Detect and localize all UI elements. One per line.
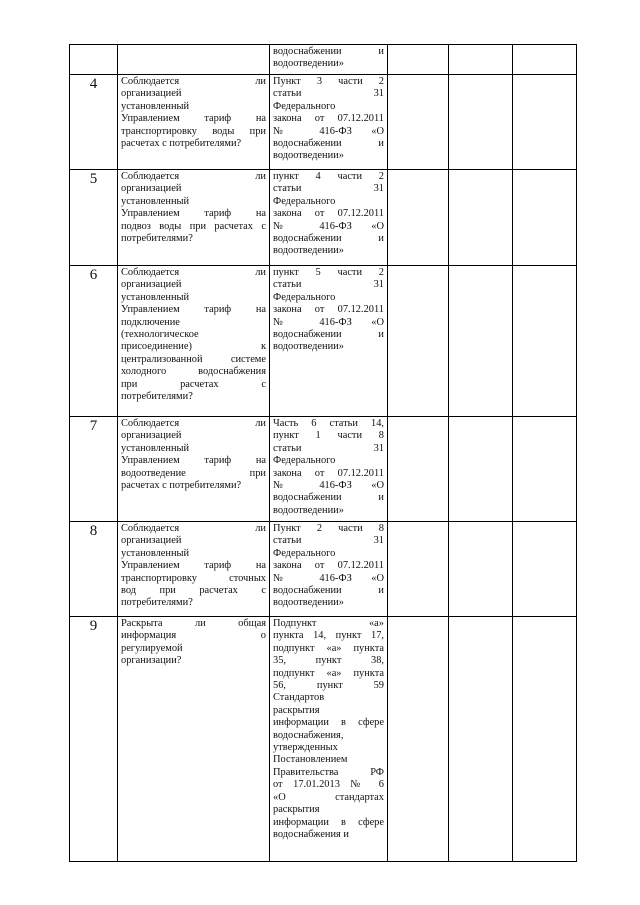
legal-reference-line: № 416-ФЗ «О — [273, 572, 384, 584]
question-text-line: Раскрыта ли общая — [121, 618, 266, 629]
question-text-line: водоотведение при — [121, 467, 266, 479]
question-text-line: расчетах с потребителями? — [121, 480, 242, 492]
answer-na-cell[interactable] — [513, 417, 577, 522]
question-text-line: организацией — [121, 88, 182, 100]
inspection-checklist-table — [69, 44, 577, 862]
question-text-line: Управлением тариф на — [121, 113, 266, 125]
legal-reference-line: закона от 07.12.2011 — [273, 467, 384, 479]
answer-yes-cell[interactable] — [388, 266, 449, 417]
row-number: 4 — [70, 75, 118, 170]
answer-na-cell[interactable] — [513, 170, 577, 266]
question-text-line: Управлением тариф на — [121, 455, 266, 467]
legal-reference — [270, 75, 388, 170]
answer-no-cell[interactable] — [449, 170, 513, 266]
legal-reference-line: 35, пункт 38, — [273, 655, 384, 667]
row-number: 9 — [70, 617, 118, 862]
question-text-line: расчетах с потребителями? — [121, 138, 242, 150]
legal-reference — [270, 522, 388, 617]
row-number: 6 — [70, 266, 118, 417]
legal-reference-line: Правительства РФ — [273, 766, 384, 778]
question-text-line: установленный — [121, 442, 190, 454]
question-text-line: потребителями? — [121, 233, 193, 245]
question-text-line: холодного водоснабжения — [121, 366, 266, 378]
row-number: 7 — [70, 417, 118, 522]
legal-reference-line: закона от 07.12.2011 — [273, 208, 384, 220]
legal-reference-line: водоотведении» — [273, 58, 344, 70]
legal-reference-line: водоотведении» — [273, 597, 344, 609]
question-text-line: Соблюдается ли — [121, 267, 266, 278]
legal-reference-line: № 416-ФЗ «О — [273, 316, 384, 328]
answer-no-cell[interactable] — [449, 266, 513, 417]
question-text-line: регулируемой — [121, 642, 183, 654]
row-number: 8 — [70, 522, 118, 617]
question-text-line: организацией — [121, 183, 182, 195]
legal-reference-line: Часть 6 статьи 14, — [273, 418, 384, 429]
answer-no-cell[interactable] — [449, 522, 513, 617]
question-text-line: подвоз воды при расчетах с — [121, 220, 266, 232]
question-text-line: организацией — [121, 279, 182, 291]
table-row — [70, 417, 577, 522]
legal-reference — [270, 617, 388, 862]
legal-reference-line: Федерального — [273, 291, 336, 303]
legal-reference-line: Пункт 2 части 8 — [273, 523, 384, 534]
legal-reference-line: Федерального — [273, 547, 336, 559]
answer-no-cell[interactable] — [449, 75, 513, 170]
legal-reference-line: водоснабжении и — [273, 138, 384, 150]
question-text — [118, 170, 270, 266]
answer-yes-cell[interactable] — [388, 170, 449, 266]
answer-yes-cell[interactable] — [388, 45, 449, 75]
answer-na-cell[interactable] — [513, 266, 577, 417]
question-text-line: организацией — [121, 535, 182, 547]
legal-reference-line: водоснабжения и — [273, 828, 349, 840]
legal-reference-line: статьи 31 — [273, 88, 384, 100]
answer-na-cell[interactable] — [513, 617, 577, 862]
question-text-line: установленный — [121, 547, 190, 559]
legal-reference-line: водоотведении» — [273, 150, 344, 162]
legal-reference-line: закона от 07.12.2011 — [273, 560, 384, 572]
question-text-line: Соблюдается ли — [121, 171, 266, 182]
legal-reference — [270, 45, 388, 75]
question-text-line: Соблюдается ли — [121, 76, 266, 87]
legal-reference-line: закона от 07.12.2011 — [273, 113, 384, 125]
table-row — [70, 617, 577, 862]
legal-reference-line: подпункт «а» пункта — [273, 667, 384, 679]
legal-reference-line: водоснабжении и — [273, 329, 384, 341]
question-text — [118, 522, 270, 617]
legal-reference-line: пункт 1 части 8 — [273, 430, 384, 442]
legal-reference-line: пункт 5 части 2 — [273, 267, 384, 278]
legal-reference-line: статьи 31 — [273, 279, 384, 291]
legal-reference-line: водоотведении» — [273, 504, 344, 516]
question-text-line: транспортировку воды при — [121, 125, 266, 137]
question-text — [118, 45, 270, 75]
question-text-line: Соблюдается ли — [121, 523, 266, 534]
legal-reference-line: № 416-ФЗ «О — [273, 220, 384, 232]
table-row — [70, 170, 577, 266]
question-text — [118, 75, 270, 170]
legal-reference-line: от 17.01.2013 № 6 — [273, 779, 384, 791]
question-text-line: вод при расчетах с — [121, 585, 266, 597]
question-text-line: организации? — [121, 655, 182, 667]
legal-reference-line: № 416-ФЗ «О — [273, 125, 384, 137]
question-text-line: установленный — [121, 195, 190, 207]
legal-reference-line: утвержденных — [273, 742, 338, 754]
answer-na-cell[interactable] — [513, 522, 577, 617]
legal-reference-line: закона от 07.12.2011 — [273, 304, 384, 316]
legal-reference-line: водоотведении» — [273, 341, 344, 353]
legal-reference-line: Пункт 3 части 2 — [273, 76, 384, 87]
legal-reference-line: раскрытия — [273, 704, 320, 716]
question-text — [118, 417, 270, 522]
table-body — [70, 45, 577, 862]
question-text-line: информация о — [121, 630, 266, 642]
question-text-line: потребителями? — [121, 391, 193, 403]
legal-reference-line: водоотведении» — [273, 245, 344, 257]
answer-na-cell[interactable] — [513, 75, 577, 170]
row-number: 5 — [70, 170, 118, 266]
table-row — [70, 266, 577, 417]
legal-reference-line: Федерального — [273, 100, 336, 112]
question-text-line: установленный — [121, 100, 190, 112]
answer-no-cell[interactable] — [449, 45, 513, 75]
table-row — [70, 522, 577, 617]
question-text-line: централизованной системе — [121, 353, 266, 365]
legal-reference-line: водоснабжения, — [273, 729, 344, 741]
answer-na-cell[interactable] — [513, 45, 577, 75]
legal-reference-line: № 416-ФЗ «О — [273, 480, 384, 492]
legal-reference-line: Постановлением — [273, 754, 348, 766]
question-text-line: Управлением тариф на — [121, 304, 266, 316]
question-text-line: (технологическое — [121, 329, 199, 341]
legal-reference — [270, 266, 388, 417]
answer-no-cell[interactable] — [449, 617, 513, 862]
answer-yes-cell[interactable] — [388, 75, 449, 170]
legal-reference-line: информации в сфере — [273, 717, 384, 729]
legal-reference-line: пункта 14, пункт 17, — [273, 630, 384, 642]
answer-yes-cell[interactable] — [388, 417, 449, 522]
question-text — [118, 617, 270, 862]
question-text-line: транспортировку сточных — [121, 572, 266, 584]
legal-reference-line: раскрытия — [273, 804, 320, 816]
question-text — [118, 266, 270, 417]
legal-reference-line: водоснабжении и — [273, 585, 384, 597]
legal-reference-line: водоснабжении и — [273, 233, 384, 245]
legal-reference-line: Федерального — [273, 195, 336, 207]
legal-reference-line: статьи 31 — [273, 442, 384, 454]
answer-no-cell[interactable] — [449, 417, 513, 522]
legal-reference-line: «О стандартах — [273, 791, 384, 803]
question-text-line: Управлением тариф на — [121, 560, 266, 572]
legal-reference-line: 56, пункт 59 — [273, 680, 384, 692]
legal-reference-line: пункт 4 части 2 — [273, 171, 384, 182]
legal-reference-line: информации в сфере — [273, 816, 384, 828]
legal-reference — [270, 417, 388, 522]
legal-reference-line: подпункт «а» пункта — [273, 642, 384, 654]
legal-reference-line: водоснабжении и — [273, 46, 384, 57]
legal-reference-line: Подпункт «а» — [273, 618, 384, 629]
question-text-line: подключение — [121, 316, 180, 328]
legal-reference-line: водоснабжении и — [273, 492, 384, 504]
question-text-line: организацией — [121, 430, 182, 442]
question-text-line: потребителями? — [121, 597, 193, 609]
row-number — [70, 45, 118, 75]
legal-reference-line: статьи 31 — [273, 183, 384, 195]
answer-yes-cell[interactable] — [388, 617, 449, 862]
table-row — [70, 75, 577, 170]
question-text-line: при расчетах с — [121, 378, 266, 390]
question-text-line: присоединение) к — [121, 341, 266, 353]
table-row — [70, 45, 577, 75]
answer-yes-cell[interactable] — [388, 522, 449, 617]
question-text-line: установленный — [121, 291, 190, 303]
question-text-line: Управлением тариф на — [121, 208, 266, 220]
legal-reference — [270, 170, 388, 266]
question-text-line: Соблюдается ли — [121, 418, 266, 429]
legal-reference-line: Федерального — [273, 455, 336, 467]
legal-reference-line: статьи 31 — [273, 535, 384, 547]
legal-reference-line: Стандартов — [273, 692, 325, 704]
